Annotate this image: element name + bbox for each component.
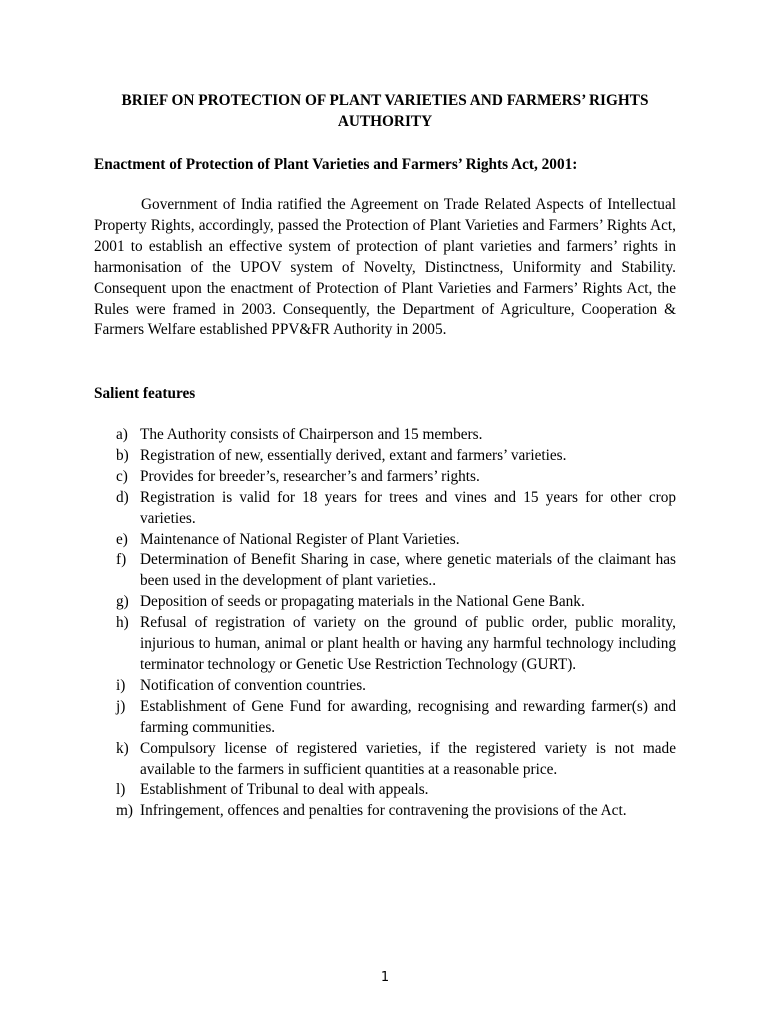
feature-marker: a): [116, 426, 128, 443]
feature-text: Establishment of Tribunal to deal with appeals.: [140, 781, 429, 799]
feature-item: [94, 801, 676, 822]
feature-item: [94, 530, 676, 551]
feature-marker: m): [116, 802, 133, 820]
feature-item: [94, 697, 676, 739]
feature-text: Compulsory license of registered varieties, if the registered variety is not made available to the farmers in sufficient quantities at a reasonable price.: [140, 739, 676, 778]
feature-marker: e): [116, 530, 128, 548]
salient-features-list: [94, 425, 676, 822]
feature-text: Maintenance of National Register of Plant Varieties.: [140, 530, 460, 548]
feature-marker: g): [116, 593, 129, 611]
feature-marker: i): [116, 676, 126, 694]
feature-text: Provides for breeder’s, researcher’s and farmers’ rights.: [140, 467, 480, 485]
feature-item: [94, 488, 676, 530]
page-number: 1: [380, 970, 390, 985]
feature-marker: b): [116, 446, 129, 464]
document-title: BRIEF ON PROTECTION OF PLANT VARIETIES AND FARMERS’ RIGHTS AUTHORITY: [121, 92, 649, 130]
feature-text: Deposition of seeds or propagating materials in the National Gene Bank.: [140, 593, 585, 611]
feature-item: [94, 676, 676, 697]
feature-marker: j): [116, 697, 126, 715]
feature-text: Notification of convention countries.: [140, 676, 366, 694]
feature-marker: f): [116, 551, 127, 569]
feature-item: [94, 425, 676, 446]
feature-item: [94, 550, 676, 592]
feature-text: Registration is valid for 18 years for trees and vines and 15 years for other crop varieties.: [140, 488, 676, 527]
feature-text: Determination of Benefit Sharing in case, where genetic materials of the claimant has been used in the development of plant varieties..: [140, 551, 676, 590]
feature-item: [94, 446, 676, 467]
salient-features-heading: Salient features: [94, 385, 196, 402]
feature-marker: l): [116, 781, 126, 799]
feature-item: [94, 780, 676, 801]
feature-marker: h): [116, 614, 129, 632]
enactment-paragraph: Government of India ratified the Agreement on Trade Related Aspects of Intellectual Property Rights, accordingly, passed the Protection of Plant Varieties and Farmers’ Rights Act, 2001 to establish an effective system of protection of plant varieties and farmers’ rights in harmonisation of the UPOV system of Novelty, Distinctness, Uniformity and Stability. Consequent upon the enactment of Protection of Plant Varieties and Farmers’ Rights Act, the Rules were framed in 2003. Consequently, the Department of Agriculture, Cooperation & Farmers Welfare established PPV&FR Authority in 2005.: [94, 196, 676, 339]
feature-item: [94, 592, 676, 613]
feature-text: The Authority consists of Chairperson and 15 members.: [140, 426, 483, 443]
feature-text: Infringement, offences and penalties for contravening the provisions of the Act.: [140, 802, 627, 820]
feature-text: Establishment of Gene Fund for awarding, recognising and rewarding farmer(s) and farming communities.: [140, 697, 676, 736]
enactment-heading: Enactment of Protection of Plant Varieties and Farmers’ Rights Act, 2001:: [94, 156, 578, 173]
feature-text: Refusal of registration of variety on the ground of public order, public morality, injurious to human, animal or plant health or having any harmful technology including terminator technology or Genetic Use Restriction Technology (GURT).: [140, 614, 676, 673]
feature-marker: d): [116, 488, 129, 506]
feature-text: Registration of new, essentially derived, extant and farmers’ varieties.: [140, 446, 567, 464]
feature-item: [94, 613, 676, 676]
feature-marker: k): [116, 739, 129, 757]
feature-marker: c): [116, 467, 128, 485]
feature-item: [94, 739, 676, 781]
feature-item: [94, 467, 676, 488]
